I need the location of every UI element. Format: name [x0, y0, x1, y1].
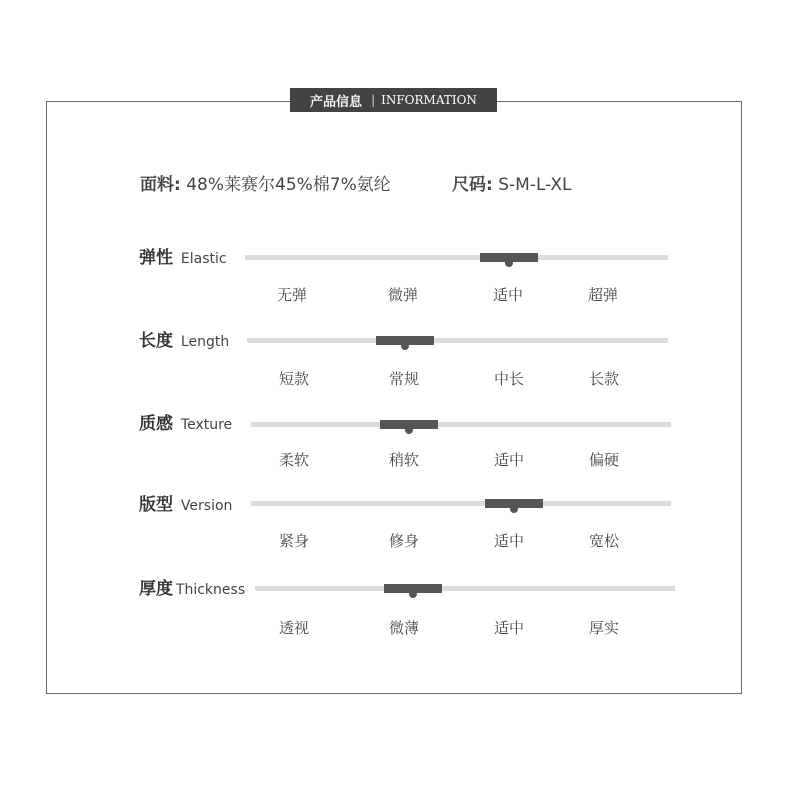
attr-label-en: Texture — [180, 417, 233, 433]
level-label: 稍软 — [388, 451, 420, 469]
level-label: 修身 — [388, 532, 420, 550]
level-label: 适中 — [492, 286, 524, 304]
attr-label-cn: 版型 — [139, 495, 173, 515]
scale-track-texture — [251, 422, 671, 427]
attr-label-cn: 弹性 — [139, 248, 173, 268]
level-label: 宽松 — [588, 532, 620, 550]
level-label: 中长 — [493, 370, 525, 388]
level-label: 超弹 — [587, 286, 619, 304]
size-value: S-M-L-XL — [498, 175, 572, 195]
attr-label-thickness — [139, 579, 245, 600]
scale-track-thickness — [255, 586, 675, 591]
fabric-value: 48%莱赛尔45%棉7%氨纶 — [186, 175, 391, 195]
level-label: 无弹 — [276, 286, 308, 304]
info-title-tab — [290, 88, 497, 112]
level-label: 透视 — [278, 619, 310, 637]
level-label: 柔软 — [278, 451, 310, 469]
size-label: 尺码: — [452, 175, 493, 195]
scale-marker — [480, 253, 538, 262]
attr-label-cn: 质感 — [139, 414, 173, 434]
attr-label-elastic — [139, 248, 227, 269]
level-label: 紧身 — [278, 532, 310, 550]
scale-marker — [380, 420, 438, 429]
fabric-spec — [140, 170, 391, 195]
attr-label-en: Elastic — [180, 251, 227, 267]
level-label: 长款 — [588, 370, 620, 388]
level-label: 常规 — [388, 370, 420, 388]
attr-label-texture — [139, 414, 232, 435]
title-cn: 产品信息 — [310, 94, 363, 110]
attr-label-en: Thickness — [175, 582, 246, 598]
attr-label-version — [139, 495, 232, 516]
attr-label-en: Version — [180, 498, 233, 514]
scale-track-version — [251, 501, 671, 506]
attr-label-en: Length — [180, 334, 230, 350]
scale-marker — [485, 499, 543, 508]
size-spec — [452, 170, 572, 195]
attr-label-cn: 长度 — [139, 331, 173, 351]
attr-label-cn: 厚度 — [139, 579, 173, 599]
scale-track-length — [247, 338, 668, 343]
level-label: 适中 — [493, 532, 525, 550]
level-label: 微薄 — [388, 619, 420, 637]
scale-marker — [376, 336, 434, 345]
level-label: 厚实 — [588, 619, 620, 637]
level-label: 适中 — [493, 619, 525, 637]
attr-label-length — [139, 331, 229, 352]
level-label: 适中 — [493, 451, 525, 469]
title-en: INFORMATION — [381, 93, 477, 107]
fabric-label: 面料: — [140, 175, 181, 195]
scale-track-elastic — [245, 255, 668, 260]
level-label: 偏硬 — [588, 451, 620, 469]
title-separator: | — [371, 93, 376, 107]
level-label: 短款 — [278, 370, 310, 388]
level-label: 微弹 — [387, 286, 419, 304]
scale-marker — [384, 584, 442, 593]
